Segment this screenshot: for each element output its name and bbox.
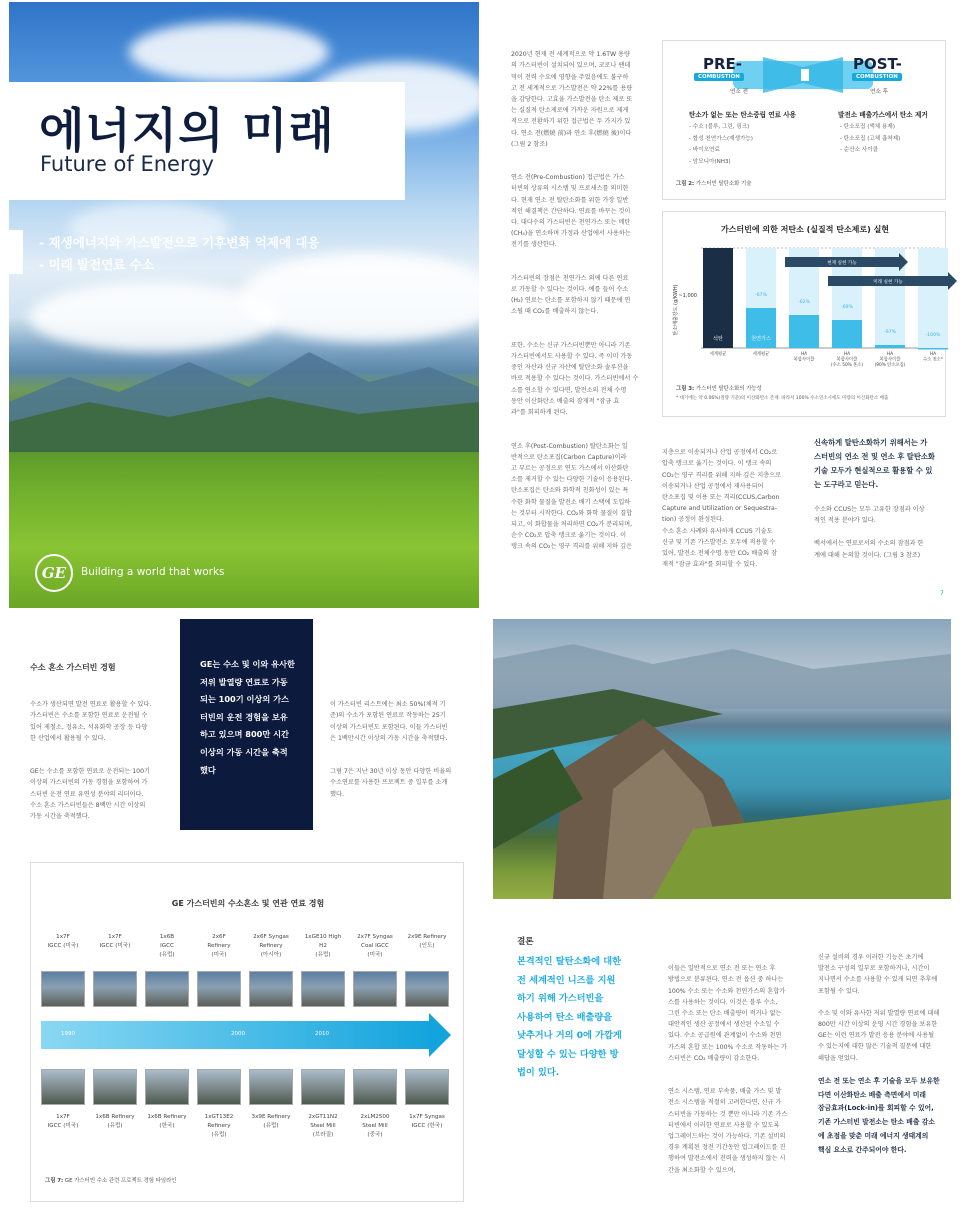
chart-bar [875, 345, 905, 348]
pre-list [689, 122, 753, 168]
category-label: 복합사이클 [879, 357, 901, 363]
timeline-arrow [429, 1013, 451, 1057]
figure-caption: 그림 3: 가스터빈 탈탄소화의 가능성 [676, 386, 762, 392]
paragraph: 백서에서는 연료로서의 수소의 잠점과 한 계에 대해 논의할 것이다. (그림 3 참조) [814, 540, 924, 559]
brand-tagline: Building a world that works [81, 566, 225, 578]
post-list [840, 122, 900, 157]
section-body [30, 688, 165, 833]
highlight-text: GE는 수소 및 이와 유사한 저위 발열량 연료로 가동 되는 100기 이상의 가스 터빈의 운전 경험을 보유 하고 있으며 800만 시간 이상의 가동 시간을 축적 했다 [200, 659, 295, 775]
plant-photo [41, 1069, 85, 1105]
trend-arrow-head [948, 272, 957, 290]
page-subtitle: Future of Energy [40, 152, 214, 176]
category-label: HA [843, 352, 851, 357]
cover-bullets [39, 232, 320, 276]
plant-photo [405, 971, 449, 1007]
timeline-top-label: 1xGE10 High H2 (유럽) [304, 934, 342, 958]
paragraph: 연소 후(Post-Combustion) 탈탄소화는 일 반적으로 탄소포집(Carbon Capture)이라 고 부르는 공정으로 연도 가스에서 이산화탄 소를 제거할 수 있는 다양한 기술이 응용된다. 탄소포집은 탄소와 화학적 친화성이 있는 특 수한 화학 물질을 발전소 배기 스택에 도입하 는 것부터 시작한다. CO₂와 화학 물질이 결합 되고, 이 화합물을 처리하면 CO₂가 분리되며, 순수 CO₂로 압축 탱크로 옮기는 것이다. 이 탱크 속의 CO₂는 영구 격리를 위해 지하 깊은 [511, 442, 633, 551]
reduction-label: -62% [798, 300, 810, 305]
ge-logo: GE [35, 554, 73, 592]
paragraph: 가스터빈의 장점은 천연가스 외에 다른 연료 로 가동할 수 있다는 것이다. 예를 들어 수소 (H₂) 연료는 탄소를 포함하지 않기 때문에 연 소될 때 CO₂를 배출하지 않는다. [511, 274, 631, 316]
section-heading: 수소 혼소 가스터빈 경험 [30, 663, 116, 672]
figure-footnote: * 대기에는 약 0.06%(질량 기준)의 이산화탄소 존재. 따라서 100% 수소연소시에도 미량의 이산화탄소 배출 [676, 396, 889, 401]
post-sublabel: 연소 후 [870, 89, 888, 95]
chart-bar [703, 248, 733, 348]
reduction-label: -69% [841, 305, 853, 310]
category-label: (수소 50% 혼소) [830, 363, 864, 368]
paragraph: GE는 수소를 포함한 연료로 운전되는 100기 이상의 가스터빈의 가동 경험을 포함하여 가 스터빈 운전 연료 유연성 분야의 리더이다. 수소 혼소 가스터빈들은 8백만 시간 이상의 가동 시간을 축적했다. [30, 768, 151, 821]
paragraph: 신규 설비의 경우 이러한 기능은 초기에 발전소 구성의 일부로 포함하거나, 시간이 지나면서 수소를 사용할 수 있게 되면 추후에 포함될 수 있다. [818, 954, 938, 995]
conclusion-heading: 결론 [517, 937, 534, 947]
arrow-label: 현재 실현 가능 [827, 260, 857, 266]
plant-photo [145, 971, 189, 1007]
plant-photo [301, 1069, 345, 1105]
timeline-bottom-label: 1x6B Refinery (유럽) [95, 1114, 135, 1129]
category-label: 복합사이클 [836, 357, 858, 363]
conclusion-bold: 연소 전 또는 연소 후 기술을 모두 보유한 다면 이산화탄소 배출 측면에서 미래 잠금효과(Lock-in)를 회피할 수 있어, 기존 가스터빈 발전소는 탄소 배출 감소 에 초점을 맞춘 미래 에너지 생태계의 핵심 요소로 간주되어야 한다. [818, 1076, 940, 1154]
figure-caption: 그림 2: 가스터빈 탈탄소화 기술 [676, 181, 752, 187]
plant-photo [301, 971, 345, 1007]
paragraph: 또한, 수소는 신규 가스터빈뿐만 아니라 기존 가스터빈에서도 사용할 수 있다. 즉 이미 가동 중인 자산과 신규 자산에 탈탄소화 솔루션을 바로 적용할 수 있다는 것이다. 가스터빈에서 수 소를 연소할 수 있다면, 발전소의 전체 수명 동안 이산화탄소 배출의 잠재적 "잠금 효 과"를 회피하게 된다. [511, 341, 639, 417]
category-label: 복합사이클 [793, 357, 815, 363]
paragraph: 수소 및 이와 유사한 저위 발열량 연료에 대해 800만 시간 이상의 운영 시간 경험을 보유한 GE는 이런 연료가 발전 응용 분야에 사용될 수 있는지에 대한 많은 기술적 질문에 대한 해답을 얻었다. [818, 1009, 940, 1062]
category-label: (90% 탄소포집) [874, 363, 906, 368]
post-heading: 발전소 배출가스에서 탄소 제거 [838, 111, 928, 119]
figure-7-panel [30, 862, 464, 1202]
body-column-3 [814, 436, 949, 561]
timeline-top-label: 2x6F Refinery (미국) [207, 934, 231, 958]
year-label: 2000 [231, 1031, 245, 1037]
figure-caption: 그림 7: GE 가스터빈 수소 관련 프로젝트 경험 타임라인 [45, 1178, 177, 1184]
plant-photo [353, 971, 397, 1007]
paragraph: 이들은 일반적으로 연소 전 또는 연소 후 방법으로 분류된다. 연소 전 옵션 중 하나는 100% 수소 또는 수소와 천연가스의 혼합가 스를 사용하는 것이다. 이것은 블루 수소, 그린 수소 또는 탄소 배출량이 적거나 없는 대안적인 생산 공정에서 생산된 수소일 수 있다. 수소 공급원에 관계없이 수소와 천연 가스의 혼합 또는 100% 수소로 작동하는 가 스터빈은 CO₂ 배출량이 감소한다. [668, 965, 788, 1062]
category-label: 세계평균 [752, 352, 770, 357]
plant-photo [197, 971, 241, 1007]
timeline-bottom-label: 2xGT11N2 Steel Mill (브라질) [308, 1114, 338, 1138]
timeline-title: GE 가스터빈의 수소혼소 및 연관 연료 경험 [171, 899, 325, 908]
paragraph: 수소가 생산되면 발전 연료로 활용할 수 있다. 가스터빈은 수소를 포함한 연료로 운전될 수 있어 제철소, 정유소, 석유화학 공장 등 다양 한 산업에서 활용될 수 있다. [30, 701, 152, 742]
plant-photo [41, 971, 85, 1007]
timeline-top-label: 2x9E Refinery (인도) [407, 934, 447, 949]
figure-3-panel [662, 211, 946, 417]
category-label: HA [800, 352, 808, 357]
plant-photo [93, 971, 137, 1007]
plant-photo [249, 1069, 293, 1105]
category-label: 세계평균 [709, 352, 727, 357]
post-badge: COMBUSTION [852, 73, 902, 81]
timeline-bottom-label: 1x7F IGCC (미국) [47, 1114, 79, 1129]
list-item: - 바이오연료 [689, 147, 720, 153]
timeline-top-label: 2x7F Syngas Coal IGCC (미국) [357, 934, 393, 958]
bar-label: 천연가스 [750, 336, 772, 342]
y-tick: ~1,000 [678, 293, 697, 299]
cover-image [9, 2, 479, 608]
list-item: - 탄소포집 (고체 흡착제) [840, 135, 901, 142]
list-item: - 암모니아(NH3) [689, 158, 731, 165]
body-column-1 [511, 38, 646, 564]
reduction-label: -100% [925, 333, 941, 338]
pre-heading: 탄소가 없는 또는 탄소중립 연료 사용 [689, 111, 797, 119]
callout-bold: 신속하게 탈탄소화하기 위해서는 가 스터빈의 연소 전 및 연소 후 탈탄소화 기술 모두가 현실적으로 활용할 수 있 는 도구라고 믿는다. [814, 438, 935, 489]
list-item: - 탄소포집 (액체 용제) [840, 124, 895, 130]
paragraph: 그림 7은 지난 30년 이상 동안 다양한 비율의 수소연료를 사용한 프로젝트 중 일부를 소개 했다. [330, 768, 452, 798]
timeline-bottom-label: 3x9E Refinery (유럽) [251, 1114, 291, 1129]
timeline-top-label: 1x7F IGCC (미국) [99, 934, 131, 949]
landscape-shapes [493, 619, 951, 899]
photo-divider [493, 899, 650, 901]
page-title: 에너지의 미래 [39, 104, 335, 159]
pre-label: PRE- [703, 55, 743, 73]
chart-bar [746, 308, 776, 348]
category-label: 수소 전소* [922, 357, 944, 363]
body-column-2 [662, 436, 797, 582]
mountain-silhouette [9, 342, 479, 452]
plant-photo [93, 1069, 137, 1105]
arrow-label: 미래 실현 가능 [873, 279, 903, 285]
figure-2-panel [662, 40, 946, 200]
paragraph: 2020년 현재 전 세계적으로 약 1.6TW 용량 의 가스터빈이 설치되어 있으며, 코로나 팬데 믹이 전력 수요에 영향을 주었음에도 불구하 고 전 세계적으로 가스발전은 약 22%를 용량 을 감당한다. 고효율 가스발전을 탄소 제로 또 는 실질적 탄소제로에 가까운 자원으로 제게 적으로 전환하기 위한 접근법은 두 가지가 있 다. 연소 전(燃燒 前)과 연소 후(燃燒 後)이다 (그림 2 참조) [511, 51, 633, 148]
chart-bar [832, 320, 862, 348]
paragraph: 수소와 CCUS는 모두 고유한 장점과 이상 적인 적용 분야가 있다. [814, 506, 925, 525]
list-item: - 합성 천연가스(재생가능) [689, 135, 753, 142]
reduction-label: -97% [884, 330, 896, 335]
list-item: - 순산소 사이클 [840, 147, 878, 153]
y-axis-label: 탄소배출강도 (g/KWH) [673, 284, 679, 336]
plant-photo [145, 1069, 189, 1105]
highlight-box [180, 619, 313, 830]
accent-tab [9, 230, 23, 274]
category-label: HA [886, 352, 894, 357]
plant-photo [353, 1069, 397, 1105]
timeline-bottom-label: 1x7F Syngas IGCC (한국) [409, 1114, 445, 1129]
conclusion-column-1 [668, 952, 803, 1187]
reduction-label: -67% [755, 293, 767, 298]
paragraph: 지층으로 이송되거나 산업 공정에서 CO₂로 압축 탱크로 옮기는 것이다. 이 탱크 속의 CO₂는 영구 격리를 위해 지하 깊은 지층으로 이송되거나 산업 공정에서 재사용되어 탄소포집 및 이용 또는 격리(CCUS,Carbon Capture and Utilization or Sequestra- tion) 공정이 완성된다. 수소 혼소 사례와 유사하게 CCUS 기술도 신규 및 기존 가스발전소 모두에 적용할 수 있어, 발전소 전체수명 동안 CO₂ 배출의 잠 재적 "잠금 효과"를 회피할 수 있다. [662, 449, 782, 569]
paragraph: 연소 시스템, 연료 부속품, 배출 가스 및 발 전소 시스템을 적절히 고려한다면, 신규 가 스터빈을 가동하는 것 뿐만 아니라 기존 가스 터빈에서 이러한 연료로 사용할 수 있도록 업그레이드하는 것이 가능하다. 기존 설비의 경우 계획된 정전 기간동안 업그레이드를 진 행하여 발전소에서 전력을 생성하지 않는 시 간을 최소화할 수 있으며, [668, 1088, 788, 1174]
bar-label: 석탄 [712, 336, 724, 342]
plant-photo [249, 971, 293, 1007]
timeline-bottom-label: 2xLM2500 Steel Mill (중국) [360, 1114, 390, 1138]
year-label: 1990 [61, 1031, 75, 1037]
cover-bullet: - 재생에너지와 가스발전으로 기후변화 억제에 대응 [39, 235, 320, 250]
cover-bullet: - 미래 발전연료 수소 [39, 257, 154, 272]
conclusion-highlight: 본격적인 탈탄소화에 대한 전 세계적인 니즈를 지원 하기 위해 가스터빈을 사용하여 탄소 배출량을 낮추거나 거의 0에 가깝게 달성할 수 있는 다양한 방 법이 있다. [517, 956, 622, 1078]
timeline-top-label: 1x7F IGCC (미국) [47, 934, 79, 949]
year-label: 2010 [315, 1031, 329, 1037]
lake-photo [493, 619, 951, 899]
paragraph: 연소 전(Pre-Combustion) 접근법은 가스 터빈의 상류의 시스템 및 프로세스를 의미한 다. 현재 연소 전 탈탄소화를 위한 가장 일반 적인 해결책은 간단하다. 연료를 바꾸는 것이 다. 대다수의 가스터빈은 천연가스 또는 메탄 (CH₄)을 연소하며 가정과 산업에서 사용하는 전기를 생산한다. [511, 174, 631, 249]
plant-photo [197, 1069, 241, 1105]
page-number: 7 [940, 590, 944, 597]
timeline-top-label: 2x6F Syngas Refinery (아시아) [253, 934, 289, 958]
post-label: POST- [853, 55, 902, 73]
timeline-bottom-label: 1xGT13E2 Refinery (유럽) [204, 1114, 234, 1138]
section-body-2 [330, 688, 465, 811]
chart-bar [789, 315, 819, 348]
pre-badge: COMBUSTION [694, 73, 744, 81]
emissions-chart [671, 240, 944, 380]
chart-title: 가스터빈에 의한 저탄소 (실질적 탄소제로) 실현 [720, 225, 890, 234]
conclusion-column-2 [818, 952, 953, 1158]
list-item: - 수소 (블루, 그린, 핑크) [689, 124, 750, 130]
paragraph: 이 가스터빈 리스트에는 최소 50%(체적 기 준)의 수소가 포함된 연료로 작동하는 25기 이상의 가스터빈도 포함된다. 이들 가스터빈 은 1백만시간 이상의 가동 시간을 축적했다. [330, 701, 448, 742]
timeline-top-label: 1x6B IGCC (유럽) [159, 934, 175, 958]
plant-photo [405, 1069, 449, 1105]
timeline-bottom-label: 1x6B Refinery (한국) [147, 1114, 187, 1129]
pre-sublabel: 연소 전 [730, 89, 748, 95]
chart-bar [918, 348, 948, 350]
category-label: HA [929, 352, 937, 357]
